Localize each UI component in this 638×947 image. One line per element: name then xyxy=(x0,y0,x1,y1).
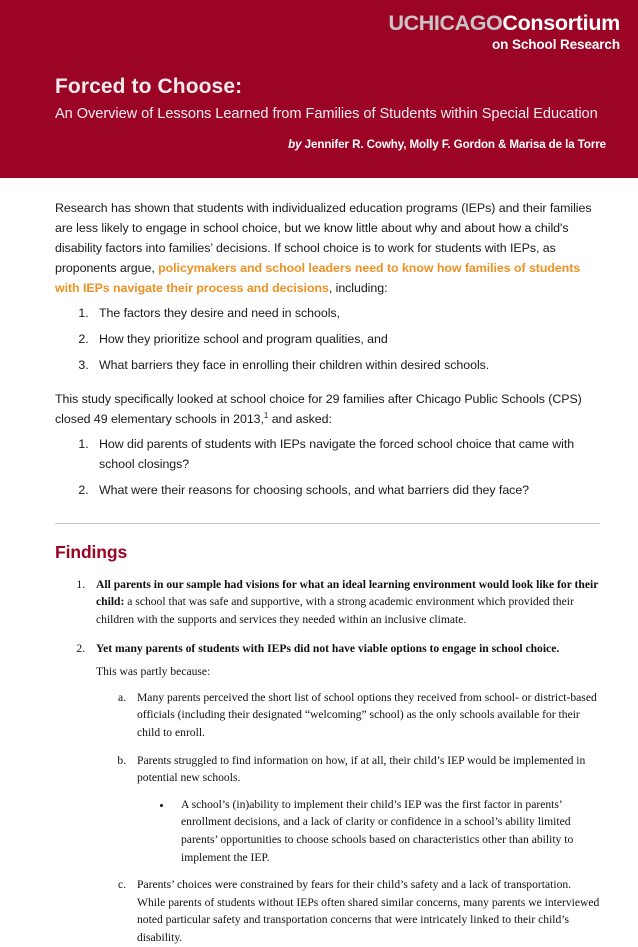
list-item: 3. What barriers they face in enrolling their children within desired schools. xyxy=(92,356,600,376)
footnote-marker: 1 xyxy=(263,410,269,420)
list-item: 1. The factors they desire and need in schools, xyxy=(92,304,600,324)
findings-sub-item-b xyxy=(129,752,600,867)
findings-sub-item-c: c. Parents’ choices were constrained by fears for their child’s safety and a lack of transportation. While parents of students without IEPs often shared similar concerns, many parents we interviewed noted particular safety and transportation concerns that were intricately linked to their child’s disability. xyxy=(129,876,600,946)
list-item: 2. What were their reasons for choosing schools, and what barriers did they face? xyxy=(92,481,600,501)
findings-sub-item-b-text: Parents struggled to find information on how, if at all, their child’s IEP would be implemented in potential new schools. xyxy=(137,753,586,785)
intro-question-list xyxy=(55,304,600,376)
document-body xyxy=(0,178,638,947)
logo-uchicago-text: UCHICAGO xyxy=(388,11,503,35)
title-block xyxy=(55,75,606,151)
findings-sub-bullet-item: • A school’s (in)ability to implement their child’s IEP was the first factor in parents’ enrollment decisions, and a lack of clarity or confidence in a school’s ability limited parents’ opportunities to choose schools based on characteristics other than ability to implement the IEP. xyxy=(173,796,600,866)
findings-item-2-intro: This was partly because: xyxy=(96,665,211,679)
study-text-tail: and asked: xyxy=(268,412,332,427)
study-question-list xyxy=(55,435,600,501)
study-paragraph xyxy=(55,389,600,429)
findings-sub-bullet-list xyxy=(137,796,600,866)
findings-sub-list xyxy=(96,689,600,947)
byline-prefix: by xyxy=(288,138,302,152)
findings-heading: Findings xyxy=(55,541,128,562)
findings-item-1-lead: All parents in our sample had visions for what an ideal learning environment would look like for their child: xyxy=(96,577,599,609)
findings-list xyxy=(55,576,600,947)
logo-wordmark xyxy=(389,13,621,35)
document-header-band xyxy=(0,0,638,178)
intro-text-part1: Research has shown that students with individualized education programs (IEPs) and their families are less likely to engage in school choice, but we know little about why and about how a child's disability factors into families’ decisions. If school choice is to work for students with IEPs, as proponents argue, xyxy=(55,201,592,276)
list-item: 2. How they prioritize school and program qualities, and xyxy=(92,330,600,350)
findings-sub-item-a: a. Many parents perceived the short list of school options they received from school- or district-based officials (including their designated “welcoming” school) as the only schools available for their child to enroll. xyxy=(129,689,600,742)
findings-item-1-body: a school that was safe and supportive, with a strong academic environment which provided their children with the supports and services they needed within an inclusive climate. xyxy=(96,595,574,626)
findings-item-2-lead: Yet many parents of students with IEPs did not have viable options to engage in school choice. xyxy=(96,641,560,655)
author-byline xyxy=(55,138,606,151)
list-item: 1. How did parents of students with IEPs navigate the forced school choice that came with school closings? xyxy=(92,435,600,475)
study-text-lead: This study specifically looked at school choice for 29 families after Chicago Public Schools (CPS) closed 49 elementary schools in 2013, xyxy=(55,392,582,427)
author-names: Jennifer R. Cowhy, Molly F. Gordon & Marisa de la Torre xyxy=(304,138,606,152)
section-divider xyxy=(55,523,600,524)
intro-paragraph xyxy=(55,178,600,298)
organization-logo xyxy=(389,13,621,51)
intro-text-part2: , including: xyxy=(328,281,388,296)
logo-tagline: on School Research xyxy=(492,36,620,52)
page-title: Forced to Choose: xyxy=(55,75,243,98)
intro-highlighted-text: policymakers and school leaders need to know how families of students with IEPs navigate their process and decisions xyxy=(55,261,581,296)
findings-item-1 xyxy=(88,576,600,629)
findings-item-2 xyxy=(88,640,600,947)
page-subtitle: An Overview of Lessons Learned from Families of Students within Special Education xyxy=(55,106,598,123)
logo-consortium-text: Consortium xyxy=(502,11,620,35)
